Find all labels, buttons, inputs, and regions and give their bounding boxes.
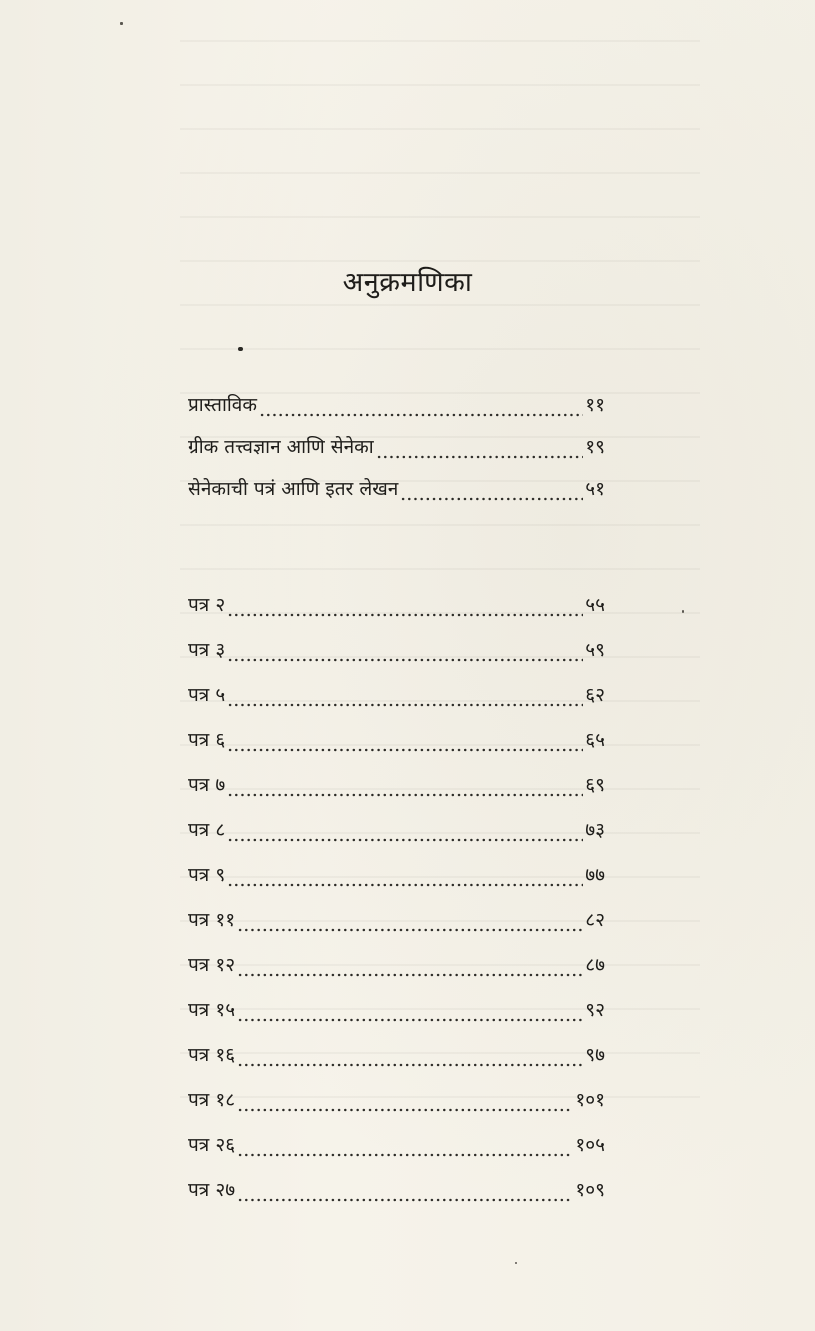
- toc-entry: [188, 815, 605, 845]
- toc-entry-page: ६२: [585, 684, 605, 706]
- toc-entry-page: ७७: [585, 864, 605, 886]
- toc-entry-page: ५५: [585, 594, 605, 616]
- toc-entry-label: पत्र ८: [188, 819, 226, 841]
- dot-leader: [237, 995, 583, 1025]
- toc-entry: [188, 1040, 605, 1070]
- toc-entry: [188, 860, 605, 890]
- toc-entry: [188, 590, 605, 620]
- toc-entry: [188, 390, 605, 420]
- toc-entry-label: पत्र १८: [188, 1089, 236, 1111]
- dot-leader: [237, 1175, 573, 1205]
- toc-entry-label: पत्र ९: [188, 864, 226, 886]
- paper-speck: [682, 610, 684, 613]
- toc-entry: [188, 905, 605, 935]
- toc-entry-label: ग्रीक तत्त्वज्ञान आणि सेनेका: [188, 436, 374, 458]
- toc-entry-page: १०५: [575, 1134, 605, 1156]
- toc-entry-label: पत्र १५: [188, 999, 236, 1021]
- dot-leader: [227, 635, 583, 665]
- toc-entry-label: प्रास्ताविक: [188, 394, 257, 416]
- dot-leader: [376, 432, 584, 462]
- paper-speck: [515, 1262, 517, 1264]
- toc-entry: [188, 474, 605, 504]
- dot-leader: [227, 725, 583, 755]
- toc-entry-label: पत्र ११: [188, 909, 236, 931]
- toc-entry-label: पत्र ६: [188, 729, 226, 751]
- toc-entry-page: ६९: [585, 774, 605, 796]
- dot-leader: [237, 1130, 573, 1160]
- toc-entry-label: पत्र ३: [188, 639, 226, 661]
- dot-leader: [400, 474, 583, 504]
- toc-entry: [188, 432, 605, 462]
- dot-leader: [237, 950, 583, 980]
- toc-entry-page: ५१: [585, 478, 605, 500]
- toc-entry: [188, 1085, 605, 1115]
- dot-leader: [237, 905, 583, 935]
- toc-entry-page: ९२: [585, 999, 605, 1021]
- toc-entry-label: पत्र १२: [188, 954, 236, 976]
- toc-entry-page: ५९: [585, 639, 605, 661]
- dot-leader: [227, 680, 583, 710]
- toc-entry-page: ९७: [585, 1044, 605, 1066]
- dot-leader: [227, 815, 583, 845]
- ink-mark: [238, 347, 243, 351]
- toc-entry-page: ८२: [585, 909, 605, 931]
- dot-leader: [237, 1040, 583, 1070]
- page-title: अनुक्रमणिका: [342, 267, 473, 298]
- toc-entry-page: ७३: [585, 819, 605, 841]
- toc-entry-label: पत्र २६: [188, 1134, 236, 1156]
- toc-entry: [188, 1175, 605, 1205]
- paper-speck: [120, 22, 123, 25]
- toc-entry-page: ८७: [585, 954, 605, 976]
- dot-leader: [227, 590, 583, 620]
- toc-entry: [188, 950, 605, 980]
- toc-entry-label: पत्र २: [188, 594, 226, 616]
- dot-leader: [237, 1085, 573, 1115]
- dot-leader: [259, 390, 583, 420]
- toc-entry-page: ११: [585, 394, 605, 416]
- toc-entry: [188, 995, 605, 1025]
- toc-entry: [188, 725, 605, 755]
- toc-entry-page: १०१: [575, 1089, 605, 1111]
- toc-entry-label: सेनेकाची पत्रं आणि इतर लेखन: [188, 478, 399, 500]
- toc-entry-page: १९: [585, 436, 605, 458]
- toc-entry-label: पत्र ५: [188, 684, 226, 706]
- toc-entry: [188, 680, 605, 710]
- toc-entry-page: ६५: [585, 729, 605, 751]
- toc-entry-page: १०९: [575, 1179, 605, 1201]
- toc-entry-label: पत्र २७: [188, 1179, 236, 1201]
- toc-entry-label: पत्र ७: [188, 774, 226, 796]
- toc-entry: [188, 635, 605, 665]
- dot-leader: [227, 860, 583, 890]
- toc-entry: [188, 770, 605, 800]
- toc-entry: [188, 1130, 605, 1160]
- toc-entry-label: पत्र १६: [188, 1044, 236, 1066]
- dot-leader: [227, 770, 583, 800]
